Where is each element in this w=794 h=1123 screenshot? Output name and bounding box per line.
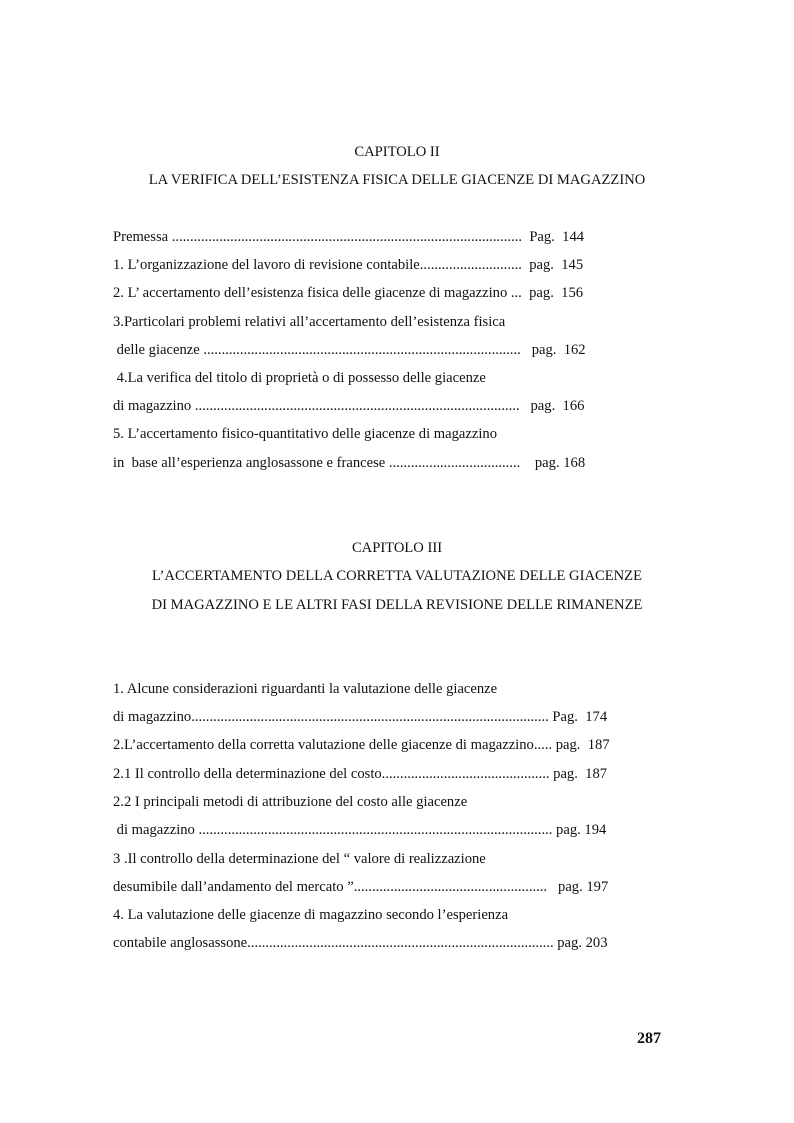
chapter-title: LA VERIFICA DELL’ESISTENZA FISICA DELLE GIACENZE DI MAGAZZINO [148, 172, 646, 188]
toc-entry: di magazzino ................................................................................................. pag. 194 [113, 822, 607, 838]
toc-entry: 4.La verifica del titolo di proprietà o di possesso delle giacenze [113, 370, 486, 386]
chapter-heading: CAPITOLO II [354, 144, 440, 160]
toc-entry: delle giacenze ....................................................................................... pag. 162 [113, 342, 586, 358]
toc-entry: 2.1 Il controllo della determinazione del costo.............................................. pag. 187 [113, 766, 608, 782]
chapter-title: L’ACCERTAMENTO DELLA CORRETTA VALUTAZIONE DELLE GIACENZE [151, 568, 642, 584]
toc-entry: 2.L’accertamento della corretta valutazione delle giacenze di magazzino..... pag. 187 [113, 737, 610, 753]
toc-entry: 3 .Il controllo della determinazione del “ valore di realizzazione [113, 851, 486, 867]
chapter-title: DI MAGAZZINO E LE ALTRI FASI DELLA REVISIONE DELLE RIMANENZE [151, 597, 643, 613]
toc-entry: 2. L’ accertamento dell’esistenza fisica delle giacenze di magazzino ... pag. 156 [113, 285, 584, 301]
toc-entry: in base all’esperienza anglosassone e francese .................................... pag. 168 [113, 455, 586, 471]
toc-entry: di magazzino.................................................................................................. Pag. 174 [113, 709, 608, 725]
toc-entry: 2.2 I principali metodi di attribuzione del costo alle giacenze [113, 794, 468, 810]
toc-entry: di magazzino ......................................................................................... pag. 166 [113, 398, 585, 414]
toc-entry: Premessa ................................................................................................ Pag. 144 [113, 229, 585, 245]
toc-entry: contabile anglosassone.................................................................................... pag. 203 [113, 935, 608, 951]
toc-entry: 1. L’organizzazione del lavoro di revisione contabile............................ pag. 145 [113, 257, 584, 273]
toc-entry: 4. La valutazione delle giacenze di magazzino secondo l’esperienza [113, 907, 509, 923]
page-number: 287 [637, 1030, 661, 1047]
toc-entry: 3.Particolari problemi relativi all’accertamento dell’esistenza fisica [113, 314, 506, 330]
chapter-heading: CAPITOLO III [351, 540, 443, 556]
toc-entry: 1. Alcune considerazioni riguardanti la valutazione delle giacenze [113, 681, 498, 697]
toc-entry: 5. L’accertamento fisico-quantitativo delle giacenze di magazzino [113, 426, 497, 442]
toc-entry: desumibile dall’andamento del mercato ”..................................................... pag. 197 [113, 879, 609, 895]
